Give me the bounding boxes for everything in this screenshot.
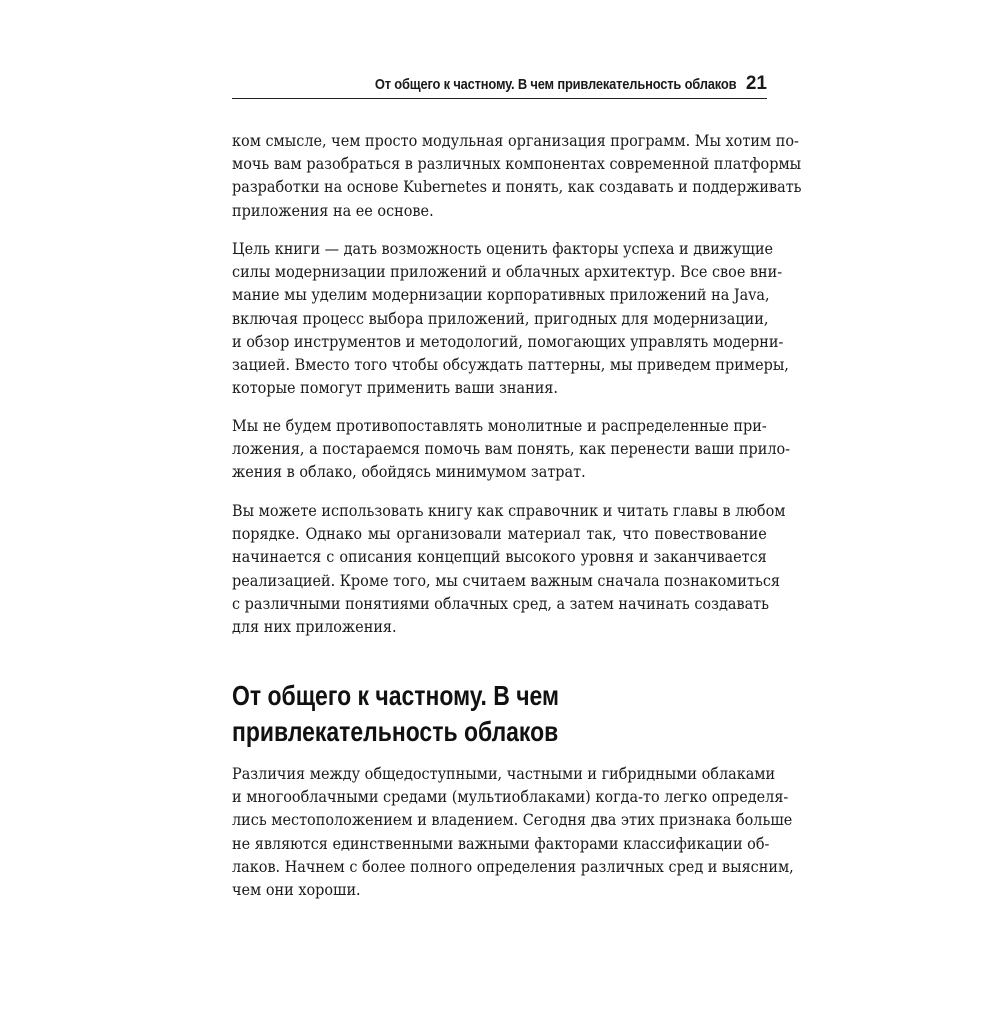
- text-line: лись местоположением и владением. Сегодня два этих признака больше: [232, 811, 793, 830]
- section-heading-line: От общего к частному. В чем: [232, 680, 560, 711]
- text-line: включая процесс выбора приложений, пригодных для модернизации,: [232, 309, 769, 328]
- text-line: приложения на ее основе.: [232, 201, 434, 220]
- page-number: 21: [745, 73, 767, 94]
- paragraph-4: [232, 500, 786, 639]
- text-line: которые помогут применить ваши знания.: [232, 379, 558, 398]
- text-line: силы модернизации приложений и облачных архитектур. Все свое вни-: [232, 263, 783, 282]
- section-body-text: [232, 763, 794, 963]
- text-line: чем они хороши.: [232, 880, 361, 899]
- text-line: ложения, а постараемся помочь вам понять, как перенести ваши прило-: [232, 440, 791, 459]
- running-header: [232, 70, 767, 99]
- text-line: Цель книги — дать возможность оценить факторы успеха и движущие: [232, 240, 774, 258]
- text-line: Мы не будем противопоставлять монолитные и распределенные при-: [232, 417, 767, 435]
- text-line: Вы можете использовать книгу как справочник и читать главы в любом: [232, 502, 786, 520]
- paragraph-3: [232, 415, 791, 485]
- text-line: начинается с описания концепций высокого уровня и заканчивается: [232, 548, 767, 567]
- paragraph-2: [232, 238, 789, 400]
- text-line: жения в облако, обойдясь минимумом затрат.: [232, 463, 586, 482]
- paragraph-1: [232, 130, 802, 223]
- text-line: не являются единственными важными факторами классификации об-: [232, 834, 770, 853]
- section-heading: [232, 678, 767, 750]
- text-line: и обзор инструментов и методологий, помогающих управлять модерни-: [232, 332, 784, 351]
- text-line: для них приложения.: [232, 617, 397, 636]
- running-title: От общего к частному. В чем привлекательность облаков: [374, 75, 736, 93]
- text-line: мочь вам разобраться в различных компонентах современной платформы: [232, 155, 802, 174]
- text-line: и многооблачными средами (мультиоблаками) когда-то легко определя-: [232, 788, 789, 807]
- text-line: мание мы уделим модернизации корпоративных приложений на Java,: [232, 286, 770, 305]
- text-line: зацией. Вместо того чтобы обсуждать паттерны, мы приведем примеры,: [232, 355, 789, 374]
- text-line: разработки на основе Kubernetes и понять, как создавать и поддерживать: [232, 178, 802, 197]
- text-line: Различия между общедоступными, частными и гибридными облаками: [232, 765, 776, 783]
- text-line: порядке. Однако мы организовали материал так, что повествование: [232, 525, 767, 544]
- section-heading-line: привлекательность облаков: [232, 716, 559, 747]
- text-line: реализацией. Кроме того, мы считаем важным сначала познакомиться: [232, 571, 781, 590]
- text-line: лаков. Начнем с более полного определения различных сред и выясним,: [232, 857, 794, 876]
- text-line: ком смысле, чем просто модульная организация программ. Мы хотим по-: [232, 132, 799, 150]
- section-paragraph-1: [232, 763, 794, 902]
- text-line: с различными понятиями облачных сред, а затем начинать создавать: [232, 594, 769, 613]
